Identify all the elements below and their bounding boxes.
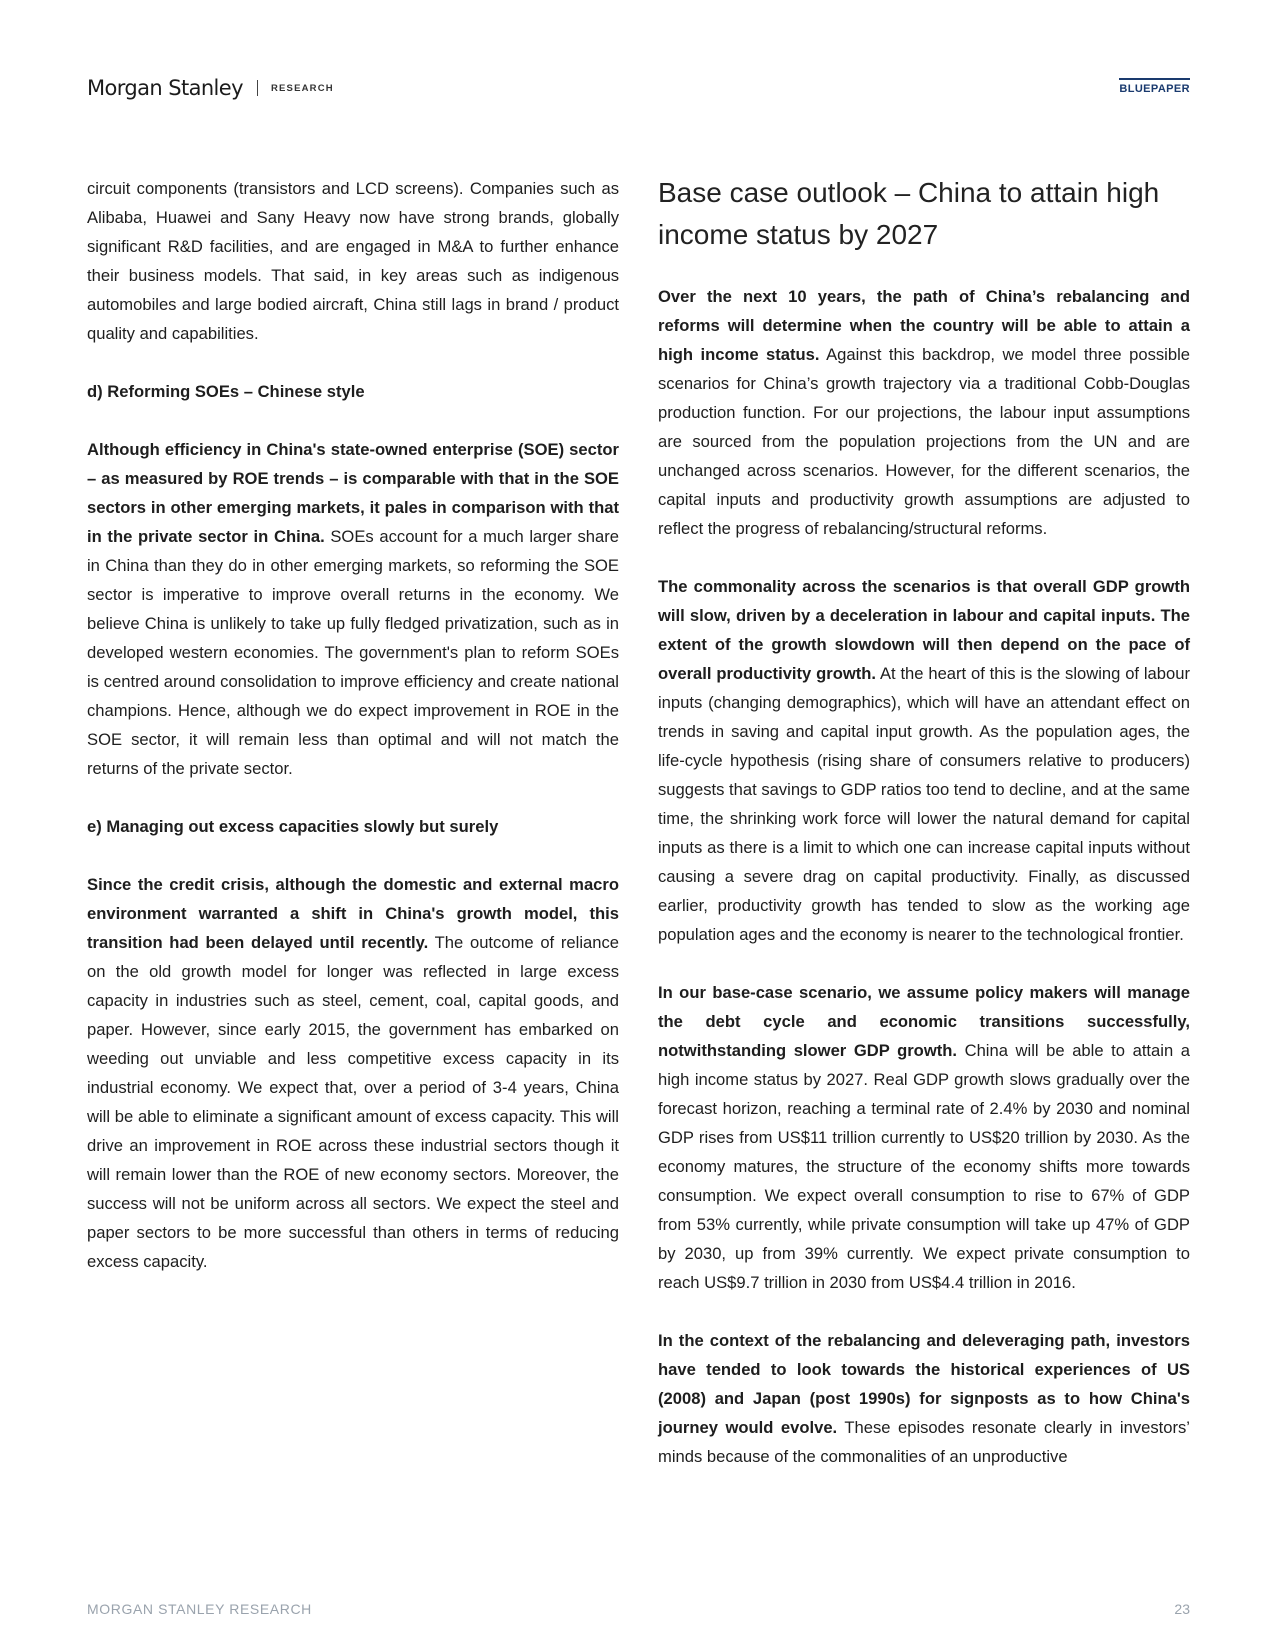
section-heading: Base case outlook – China to attain high income status by 2027 — [658, 177, 1160, 250]
body-paragraph — [658, 282, 1190, 543]
page-number: 23 — [1174, 1601, 1190, 1617]
subheading-d: d) Reforming SOEs – Chinese style — [87, 382, 365, 401]
body-paragraph — [658, 1326, 1190, 1471]
brand-lockup — [87, 76, 334, 100]
body-paragraph — [87, 870, 619, 1276]
doc-type-label: BLUEPAPER — [1119, 78, 1190, 95]
lead-sentence: Although efficiency in China's state-owned enterprise (SOE) sector – as measured by ROE trends – is comparable with that in the SOE sectors in other emerging markets, it pales in comparison with that in the private sector in China. — [87, 440, 619, 546]
lead-sentence: Since the credit crisis, although the domestic and external macro environment warranted a shift in China's growth model, this transition had been delayed until recently. — [87, 875, 619, 952]
paragraph-body: Against this backdrop, we model three possible scenarios for China’s growth trajectory via a traditional Cobb-Douglas production function. For our projections, the labour input assumptions are sourced from the population projections from the UN and are unchanged across scenarios. However, for the different scenarios, the capital inputs and productivity growth assumptions are adjusted to reflect the progress of rebalancing/structural reforms. — [658, 345, 1190, 538]
lead-sentence: The commonality across the scenarios is that overall GDP growth will slow, driven by a deceleration in labour and capital inputs. The extent of the growth slowdown will then depend on the pace of overall productivity growth. — [658, 577, 1190, 683]
brand-logo: Morgan Stanley — [87, 76, 243, 100]
paragraph-body: At the heart of this is the slowing of labour inputs (changing demographics), which will have an attendant effect on trends in saving and capital input growth. As the population ages, the life-cycle hypothesis (rising share of consumers relative to producers) suggests that savings to GDP ratios too tend to decline, and at the same time, the shrinking work force will lower the natural demand for capital inputs as there is a limit to which one can increase capital inputs without causing a severe drag on capital productivity. Finally, as discussed earlier, productivity growth has tended to slow as the working age population ages and the economy is nearer to the technological frontier. — [658, 664, 1190, 944]
lead-sentence: In the context of the rebalancing and deleveraging path, investors have tended to look towards the historical experiences of US (2008) and Japan (post 1990s) for signposts as to how China's journey would evolve. — [658, 1331, 1190, 1437]
body-paragraph — [87, 435, 619, 783]
body-paragraph — [658, 572, 1190, 949]
left-column — [87, 174, 619, 1276]
footer-publisher: MORGAN STANLEY RESEARCH — [87, 1601, 312, 1617]
section-label: RESEARCH — [270, 82, 334, 94]
right-column — [658, 174, 1190, 1471]
lead-sentence: In our base-case scenario, we assume policy makers will manage the debt cycle and economic transitions successfully, notwithstanding slower GDP growth. — [658, 983, 1190, 1060]
brand-divider — [257, 80, 258, 96]
body-paragraph: circuit components (transistors and LCD screens). Companies such as Alibaba, Huawei and Sany Heavy now have strong brands, globally significant R&D facilities, and are engaged in M&A to further enhance their business models. That said, in key areas such as indigenous automobiles and large bodied aircraft, China still lags in brand / product quality and capabilities. — [87, 179, 619, 343]
paragraph-body: These episodes resonate clearly in investors’ minds because of the commonalities of an unproductive — [658, 1418, 1190, 1466]
page-header — [87, 76, 1190, 106]
paragraph-body: The outcome of reliance on the old growth model for longer was reflected in large excess capacity in industries such as steel, cement, coal, capital goods, and paper. However, since early 2015, the government has embarked on weeding out unviable and less competitive excess capacity in its industrial economy. We expect that, over a period of 3-4 years, China will be able to eliminate a significant amount of excess capacity. This will drive an improvement in ROE across these industrial sectors though it will remain lower than the ROE of new economy sectors. Moreover, the success will not be uniform across all sectors. We expect the steel and paper sectors to be more successful than others in terms of reducing excess capacity. — [87, 933, 619, 1271]
lead-sentence: Over the next 10 years, the path of China’s rebalancing and reforms will determine when the country will be able to attain a high income status. — [658, 287, 1190, 364]
subheading-e: e) Managing out excess capacities slowly but surely — [87, 817, 499, 836]
body-paragraph — [658, 978, 1190, 1297]
paragraph-body: SOEs account for a much larger share in China than they do in other emerging markets, so reforming the SOE sector is imperative to improve overall returns in the economy. We believe China is unlikely to take up fully fledged privatization, such as in developed western economies. The government's plan to reform SOEs is centred around consolidation to improve efficiency and create national champions. Hence, although we do expect improvement in ROE in the SOE sector, it will remain less than optimal and will not match the returns of the private sector. — [87, 527, 619, 778]
paragraph-body: China will be able to attain a high income status by 2027. Real GDP growth slows gradually over the forecast horizon, reaching a terminal rate of 2.4% by 2030 and nominal GDP rises from US$11 trillion currently to US$20 trillion by 2030. As the economy matures, the structure of the economy shifts more towards consumption. We expect overall consumption to rise to 67% of GDP from 53% currently, while private consumption will take up 47% of GDP by 2030, up from 39% currently. We expect private consumption to reach US$9.7 trillion in 2030 from US$4.4 trillion in 2016. — [658, 1041, 1190, 1292]
